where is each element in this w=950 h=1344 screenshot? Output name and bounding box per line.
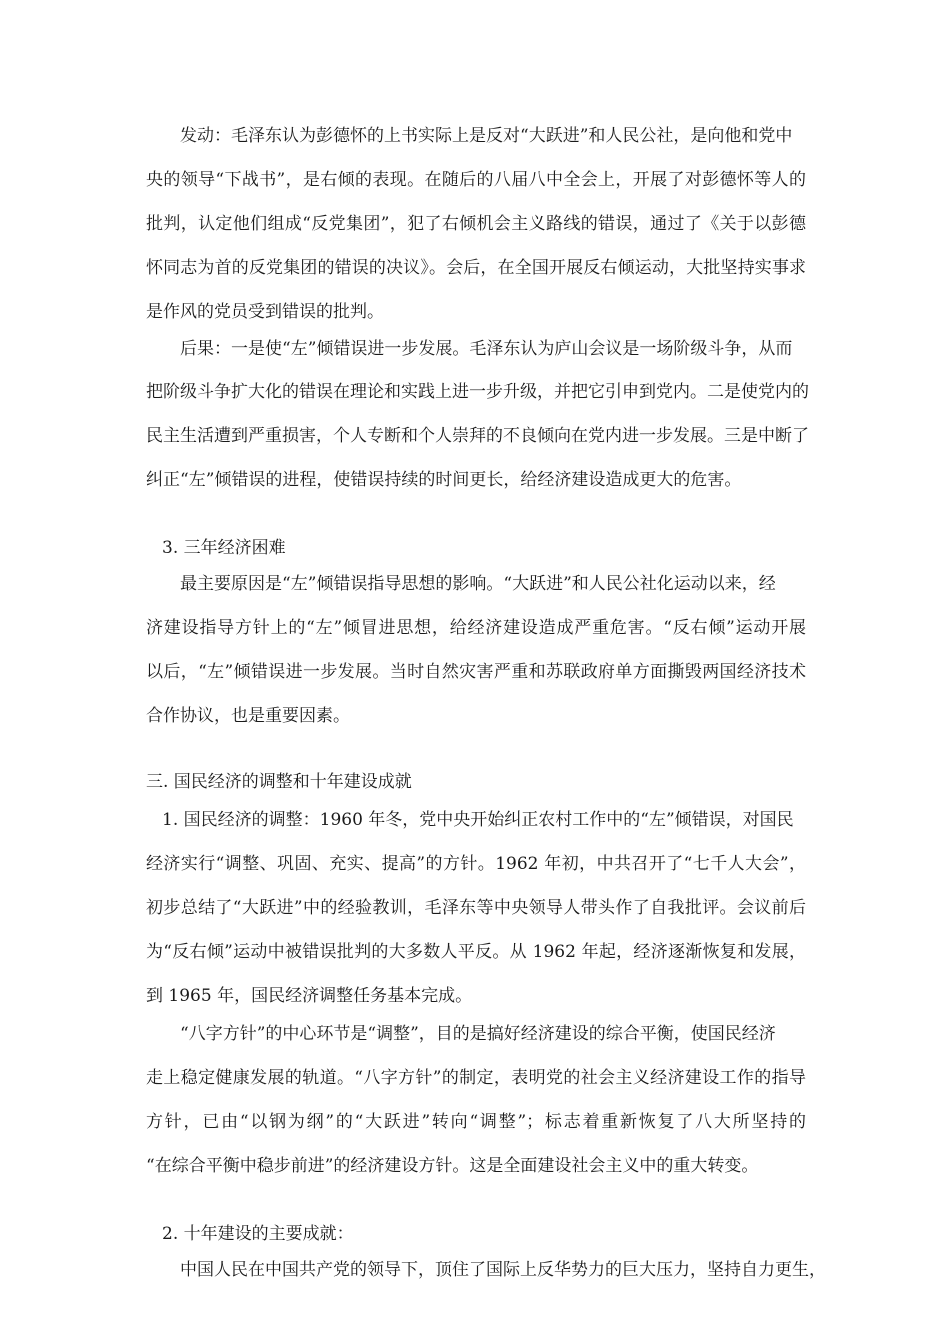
section-heading: 三. 国民经济的调整和十年建设成就 [146,772,412,792]
paragraph-line: “八字方针”的中心环节是“调整”，目的是搞好经济建设的综合平衡，使国民经济 [180,1024,776,1044]
paragraph-line: 济建设指导方针上的“左”倾冒进思想，给经济建设造成严重危害。“反右倾”运动开展 [146,618,806,638]
paragraph-line: 是作风的党员受到错误的批判。 [146,302,384,322]
paragraph-line: 方针，已由“以钢为纲”的“大跃进”转向“调整”；标志着重新恢复了八大所坚持的 [146,1112,806,1132]
paragraph-line: 怀同志为首的反党集团的错误的决议》。会后，在全国开展反右倾运动，大批坚持实事求 [146,258,806,278]
paragraph-line: 初步总结了“大跃进”中的经验教训，毛泽东等中央领导人带头作了自我批评。会议前后 [146,898,806,918]
paragraph-line: 最主要原因是“左”倾错误指导思想的影响。“大跃进”和人民公社化运动以来，经 [180,574,776,594]
paragraph-line: 以后，“左”倾错误进一步发展。当时自然灾害严重和苏联政府单方面撕毁两国经济技术 [146,662,806,682]
paragraph-line: 批判，认定他们组成“反党集团”，犯了右倾机会主义路线的错误，通过了《关于以彭德 [146,214,806,234]
paragraph-line: 为“反右倾”运动中被错误批判的大多数人平反。从 1962 年起，经济逐渐恢复和发展， [146,942,806,962]
paragraph-line: 央的领导“下战书”，是右倾的表现。在随后的八届八中全会上，开展了对彭德怀等人的 [146,170,806,190]
paragraph-line: 中国人民在中国共产党的领导下，顶住了国际上反华势力的巨大压力，坚持自力更生， [180,1260,826,1280]
paragraph-line: 民主生活遭到严重损害，个人专断和个人崇拜的不良倾向在党内进一步发展。三是中断了 [146,426,809,446]
paragraph-line: 合作协议，也是重要因素。 [146,706,350,726]
paragraph-line: 纠正“左”倾错误的进程，使错误持续的时间更长，给经济建设造成更大的危害。 [146,470,742,490]
paragraph-line: 把阶级斗争扩大化的错误在理论和实践上进一步升级，并把它引申到党内。二是使党内的 [146,382,809,402]
paragraph-line: 发动：毛泽东认为彭德怀的上书实际上是反对“大跃进”和人民公社，是向他和党中 [180,126,793,146]
paragraph-line: 到 1965 年，国民经济调整任务基本完成。 [146,986,473,1006]
paragraph-line: “在综合平衡中稳步前进”的经济建设方针。这是全面建设社会主义中的重大转变。 [146,1156,759,1176]
section-heading: 2. 十年建设的主要成就： [162,1224,354,1244]
section-heading: 3. 三年经济困难 [162,538,286,558]
paragraph-line: 走上稳定健康发展的轨道。“八字方针”的制定，表明党的社会主义经济建设工作的指导 [146,1068,806,1088]
paragraph-line: 经济实行“调整、巩固、充实、提高”的方针。1962 年初，中共召开了“七千人大会”， [146,854,806,874]
paragraph-line: 后果：一是使“左”倾错误进一步发展。毛泽东认为庐山会议是一场阶级斗争，从而 [180,339,793,359]
paragraph-line: 1. 国民经济的调整：1960 年冬，党中央开始纠正农村工作中的“左”倾错误，对国民 [162,810,794,830]
